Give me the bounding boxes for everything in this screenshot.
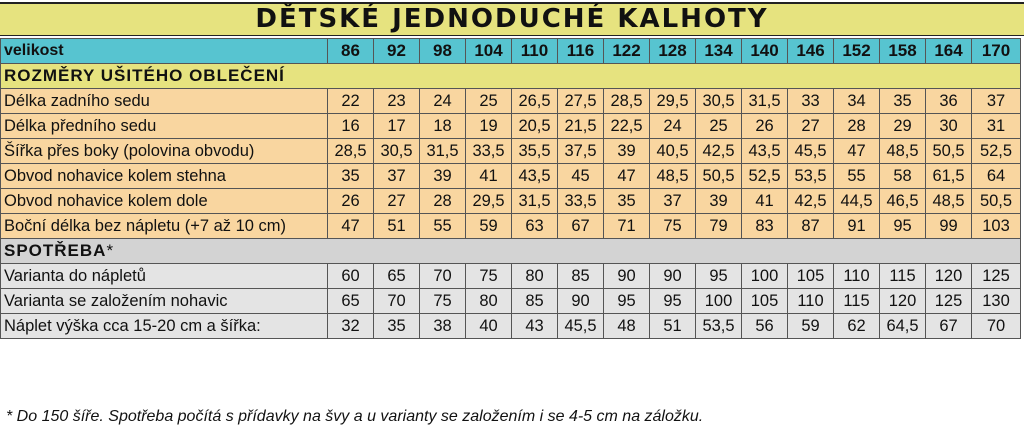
value-cell: 42,5 <box>696 139 742 164</box>
value-cell: 28 <box>420 189 466 214</box>
value-cell: 37 <box>374 164 420 189</box>
row-label: Varianta do nápletů <box>1 264 328 289</box>
value-cell: 75 <box>466 264 512 289</box>
value-cell: 115 <box>834 289 880 314</box>
size-header-cell: 170 <box>972 39 1021 64</box>
value-cell: 25 <box>696 114 742 139</box>
size-header-label: velikost <box>1 39 328 64</box>
table-row <box>1 89 1021 114</box>
value-cell: 40 <box>466 314 512 339</box>
value-cell: 55 <box>834 164 880 189</box>
value-cell: 61,5 <box>926 164 972 189</box>
value-cell: 103 <box>972 214 1021 239</box>
value-cell: 70 <box>374 289 420 314</box>
value-cell: 27 <box>788 114 834 139</box>
section-header-row <box>1 64 1021 89</box>
value-cell: 48 <box>604 314 650 339</box>
value-cell: 95 <box>696 264 742 289</box>
row-label: Náplet výška cca 15-20 cm a šířka: <box>1 314 328 339</box>
value-cell: 27,5 <box>558 89 604 114</box>
row-label: Šířka přes boky (polovina obvodu) <box>1 139 328 164</box>
table-row <box>1 314 1021 339</box>
table-row <box>1 114 1021 139</box>
value-cell: 41 <box>742 189 788 214</box>
section-header-row <box>1 239 1021 264</box>
size-header-cell: 116 <box>558 39 604 64</box>
section-title-text: SPOTŘEBA <box>4 241 107 260</box>
value-cell: 31,5 <box>742 89 788 114</box>
size-header-cell: 134 <box>696 39 742 64</box>
value-cell: 41 <box>466 164 512 189</box>
value-cell: 50,5 <box>696 164 742 189</box>
row-label: Obvod nohavice kolem stehna <box>1 164 328 189</box>
value-cell: 43,5 <box>742 139 788 164</box>
value-cell: 24 <box>420 89 466 114</box>
value-cell: 28,5 <box>604 89 650 114</box>
value-cell: 115 <box>880 264 926 289</box>
size-table <box>0 38 1021 339</box>
value-cell: 24 <box>650 114 696 139</box>
footnote: * Do 150 šíře. Spotřeba počítá s přídavky na švy a u varianty se založením i se 4-5 cm na záložku. <box>6 408 704 425</box>
value-cell: 64 <box>972 164 1021 189</box>
value-cell: 47 <box>834 139 880 164</box>
size-header-row <box>1 39 1021 64</box>
value-cell: 50,5 <box>926 139 972 164</box>
size-header-cell: 164 <box>926 39 972 64</box>
value-cell: 100 <box>696 289 742 314</box>
value-cell: 30,5 <box>696 89 742 114</box>
value-cell: 40,5 <box>650 139 696 164</box>
size-header-cell: 152 <box>834 39 880 64</box>
size-header-cell: 104 <box>466 39 512 64</box>
value-cell: 22 <box>328 89 374 114</box>
value-cell: 25 <box>466 89 512 114</box>
row-label: Varianta se založením nohavic <box>1 289 328 314</box>
value-cell: 21,5 <box>558 114 604 139</box>
row-label: Obvod nohavice kolem dole <box>1 189 328 214</box>
value-cell: 18 <box>420 114 466 139</box>
value-cell: 47 <box>328 214 374 239</box>
value-cell: 17 <box>374 114 420 139</box>
section-title-asterisk: * <box>106 241 115 260</box>
value-cell: 26,5 <box>512 89 558 114</box>
value-cell: 22,5 <box>604 114 650 139</box>
value-cell: 34 <box>834 89 880 114</box>
value-cell: 65 <box>328 289 374 314</box>
value-cell: 26 <box>328 189 374 214</box>
value-cell: 87 <box>788 214 834 239</box>
value-cell: 67 <box>926 314 972 339</box>
section-title <box>1 64 1021 89</box>
value-cell: 35 <box>880 89 926 114</box>
value-cell: 52,5 <box>742 164 788 189</box>
table-row <box>1 214 1021 239</box>
value-cell: 130 <box>972 289 1021 314</box>
value-cell: 35 <box>328 164 374 189</box>
value-cell: 53,5 <box>788 164 834 189</box>
value-cell: 23 <box>374 89 420 114</box>
value-cell: 39 <box>696 189 742 214</box>
value-cell: 28 <box>834 114 880 139</box>
chart-title: DĚTSKÉ JEDNODUCHÉ KALHOTY <box>0 2 1024 36</box>
value-cell: 36 <box>926 89 972 114</box>
size-header-cell: 140 <box>742 39 788 64</box>
section-title <box>1 239 1021 264</box>
value-cell: 31 <box>972 114 1021 139</box>
value-cell: 30 <box>926 114 972 139</box>
size-header-cell: 98 <box>420 39 466 64</box>
value-cell: 35 <box>604 189 650 214</box>
value-cell: 28,5 <box>328 139 374 164</box>
value-cell: 110 <box>834 264 880 289</box>
size-header-cell: 86 <box>328 39 374 64</box>
table-row <box>1 289 1021 314</box>
value-cell: 62 <box>834 314 880 339</box>
value-cell: 110 <box>788 289 834 314</box>
value-cell: 51 <box>374 214 420 239</box>
value-cell: 33 <box>788 89 834 114</box>
value-cell: 38 <box>420 314 466 339</box>
value-cell: 90 <box>650 264 696 289</box>
size-header-cell: 146 <box>788 39 834 64</box>
value-cell: 26 <box>742 114 788 139</box>
value-cell: 29,5 <box>650 89 696 114</box>
value-cell: 70 <box>972 314 1021 339</box>
value-cell: 63 <box>512 214 558 239</box>
value-cell: 60 <box>328 264 374 289</box>
value-cell: 39 <box>604 139 650 164</box>
value-cell: 48,5 <box>880 139 926 164</box>
value-cell: 125 <box>972 264 1021 289</box>
value-cell: 16 <box>328 114 374 139</box>
value-cell: 95 <box>650 289 696 314</box>
value-cell: 29,5 <box>466 189 512 214</box>
value-cell: 46,5 <box>880 189 926 214</box>
value-cell: 45 <box>558 164 604 189</box>
value-cell: 75 <box>420 289 466 314</box>
value-cell: 90 <box>604 264 650 289</box>
value-cell: 39 <box>420 164 466 189</box>
table-row <box>1 164 1021 189</box>
value-cell: 37 <box>650 189 696 214</box>
value-cell: 80 <box>466 289 512 314</box>
value-cell: 64,5 <box>880 314 926 339</box>
value-cell: 37 <box>972 89 1021 114</box>
section-title-text: ROZMĚRY UŠITÉHO OBLEČENÍ <box>4 66 285 85</box>
value-cell: 105 <box>742 289 788 314</box>
value-cell: 59 <box>466 214 512 239</box>
size-header-cell: 110 <box>512 39 558 64</box>
value-cell: 35,5 <box>512 139 558 164</box>
value-cell: 91 <box>834 214 880 239</box>
value-cell: 52,5 <box>972 139 1021 164</box>
value-cell: 48,5 <box>650 164 696 189</box>
value-cell: 35 <box>374 314 420 339</box>
value-cell: 33,5 <box>466 139 512 164</box>
row-label: Délka zadního sedu <box>1 89 328 114</box>
value-cell: 120 <box>926 264 972 289</box>
value-cell: 30,5 <box>374 139 420 164</box>
value-cell: 99 <box>926 214 972 239</box>
value-cell: 42,5 <box>788 189 834 214</box>
value-cell: 45,5 <box>558 314 604 339</box>
row-label: Délka předního sedu <box>1 114 328 139</box>
value-cell: 75 <box>650 214 696 239</box>
value-cell: 70 <box>420 264 466 289</box>
value-cell: 29 <box>880 114 926 139</box>
value-cell: 56 <box>742 314 788 339</box>
value-cell: 95 <box>604 289 650 314</box>
value-cell: 120 <box>880 289 926 314</box>
value-cell: 71 <box>604 214 650 239</box>
value-cell: 59 <box>788 314 834 339</box>
value-cell: 83 <box>742 214 788 239</box>
value-cell: 50,5 <box>972 189 1021 214</box>
value-cell: 31,5 <box>420 139 466 164</box>
size-header-cell: 158 <box>880 39 926 64</box>
value-cell: 105 <box>788 264 834 289</box>
value-cell: 51 <box>650 314 696 339</box>
size-header-cell: 122 <box>604 39 650 64</box>
size-header-cell: 128 <box>650 39 696 64</box>
row-label: Boční délka bez nápletu (+7 až 10 cm) <box>1 214 328 239</box>
value-cell: 100 <box>742 264 788 289</box>
value-cell: 55 <box>420 214 466 239</box>
table-row <box>1 264 1021 289</box>
value-cell: 47 <box>604 164 650 189</box>
value-cell: 43 <box>512 314 558 339</box>
size-header-cell: 92 <box>374 39 420 64</box>
value-cell: 45,5 <box>788 139 834 164</box>
value-cell: 80 <box>512 264 558 289</box>
table-row <box>1 189 1021 214</box>
value-cell: 58 <box>880 164 926 189</box>
value-cell: 44,5 <box>834 189 880 214</box>
value-cell: 53,5 <box>696 314 742 339</box>
value-cell: 27 <box>374 189 420 214</box>
value-cell: 79 <box>696 214 742 239</box>
value-cell: 65 <box>374 264 420 289</box>
value-cell: 125 <box>926 289 972 314</box>
value-cell: 33,5 <box>558 189 604 214</box>
value-cell: 48,5 <box>926 189 972 214</box>
table-row <box>1 139 1021 164</box>
value-cell: 20,5 <box>512 114 558 139</box>
value-cell: 31,5 <box>512 189 558 214</box>
value-cell: 95 <box>880 214 926 239</box>
value-cell: 37,5 <box>558 139 604 164</box>
value-cell: 90 <box>558 289 604 314</box>
value-cell: 32 <box>328 314 374 339</box>
value-cell: 19 <box>466 114 512 139</box>
value-cell: 43,5 <box>512 164 558 189</box>
value-cell: 85 <box>512 289 558 314</box>
value-cell: 85 <box>558 264 604 289</box>
value-cell: 67 <box>558 214 604 239</box>
